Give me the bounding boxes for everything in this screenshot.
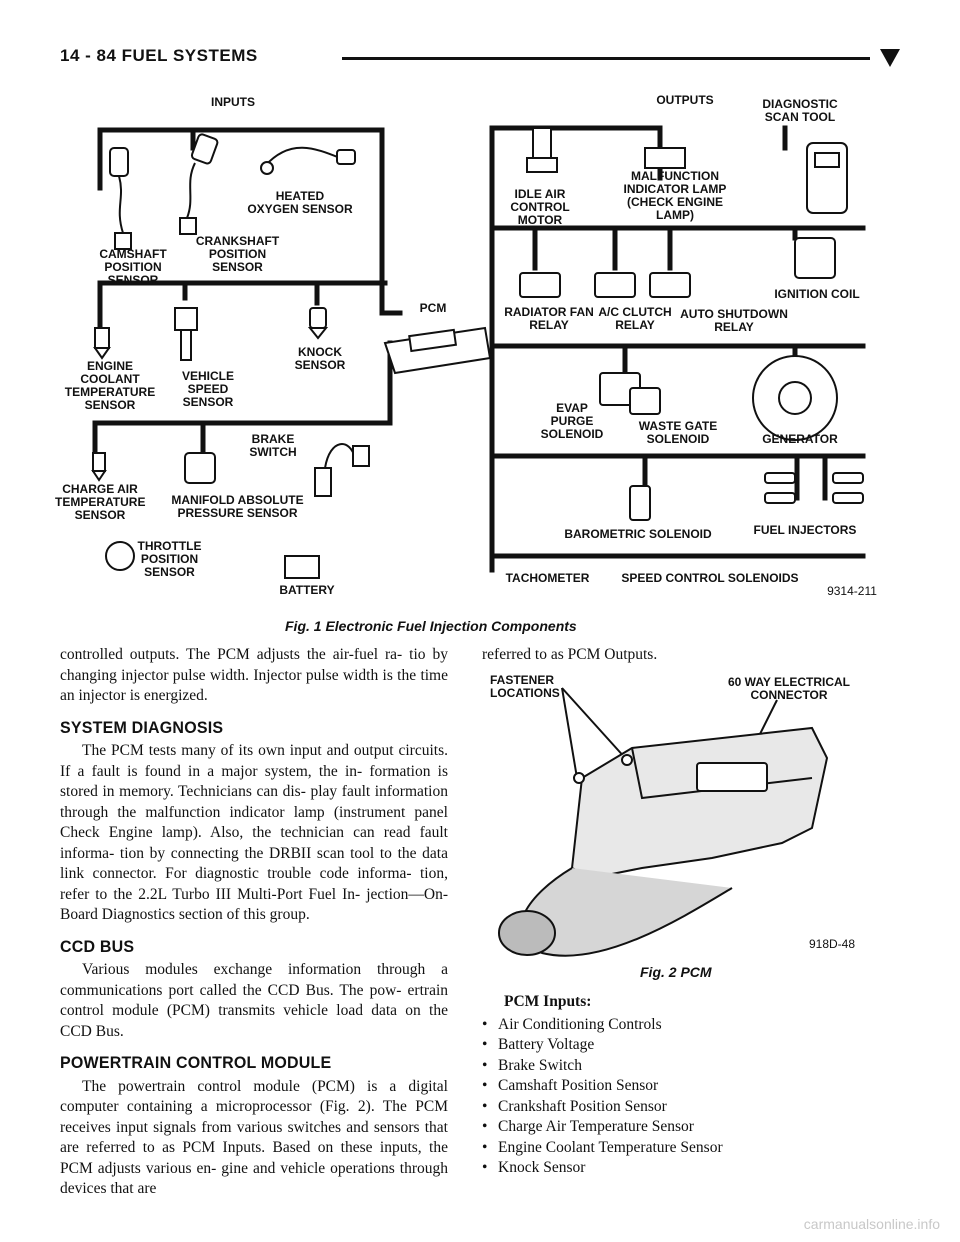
label-iac: IDLE AIR CONTROL MOTOR xyxy=(510,187,570,227)
label-tps: THROTTLE POSITION SENSOR xyxy=(137,539,202,579)
pcm-inputs-heading: PCM Inputs: xyxy=(504,993,592,1010)
label-camshaft: CAMSHAFT POSITION SENSOR xyxy=(99,247,167,287)
list-item: • Knock Sensor xyxy=(482,1158,902,1179)
label-wastegate: WASTE GATE SOLENOID xyxy=(638,419,718,446)
figure-efi-components xyxy=(55,88,905,634)
label-ect: ENGINE COOLANT TEMPERATURE SENSOR xyxy=(64,359,156,412)
label-oxygen-sensor: HEATED OXYGEN SENSOR xyxy=(247,189,353,216)
label-asd: AUTO SHUTDOWN RELAY xyxy=(680,307,788,334)
label-pcm: PCM xyxy=(419,301,447,315)
continued-paragraph: referred to as PCM Outputs. xyxy=(482,646,658,663)
watermark: carmanualsonline.info xyxy=(803,1216,940,1232)
label-charge-air: CHARGE AIR TEMPERATURE SENSOR xyxy=(55,482,146,522)
label-speed-control: SPEED CONTROL SOLENOIDS xyxy=(621,571,799,585)
list-item: • Crankshaft Position Sensor xyxy=(482,1097,902,1118)
pcm-illustration xyxy=(482,668,902,968)
outputs-title: OUTPUTS xyxy=(656,93,714,107)
heading-pcm: POWERTRAIN CONTROL MODULE xyxy=(60,1054,332,1073)
pcm-paragraph: The powertrain control module (PCM) is a digital computer containing a microprocessor (Fig. 2). The PCM receives input signals from various switches and sensors that are referred to as PCM Inputs. Based on these inputs, the PCM adjusts various en- gine and vehicle operations through devices that are xyxy=(60,1077,448,1197)
label-crankshaft: CRANKSHAFT POSITION SENSOR xyxy=(195,234,280,274)
label-ignition-coil: IGNITION COIL xyxy=(774,287,860,301)
right-column xyxy=(482,645,902,666)
figure1-caption: Fig. 1 Electronic Fuel Injection Components xyxy=(285,618,577,634)
label-brake-switch: BRAKE SWITCH xyxy=(249,432,297,459)
page-number-section: 14 - 84 FUEL SYSTEMS xyxy=(60,46,258,65)
label-mil: MALFUNCTION INDICATOR LAMP (CHECK ENGINE LAMP) xyxy=(623,169,727,222)
label-ac-clutch: A/C CLUTCH RELAY xyxy=(598,305,672,332)
label-map: MANIFOLD ABSOLUTE PRESSURE SENSOR xyxy=(171,493,304,520)
ccd-bus-paragraph: Various modules exchange information through a communications port called the CCD Bus. The pow- ertrain control module (PCM) transmits vehicle load data on the CCD Bus. xyxy=(60,961,448,1040)
label-radiator-fan: RADIATOR FAN RELAY xyxy=(504,305,594,332)
figure2-id: 918D-48 xyxy=(808,937,856,951)
label-evap: EVAP PURGE SOLENOID xyxy=(540,401,604,441)
intro-paragraph: controlled outputs. The PCM adjusts the air-fuel ra- tio by changing injector pulse width. Injector pulse width is the time an injector is energized. xyxy=(60,646,448,704)
figure-pcm xyxy=(482,668,902,968)
list-item: • Engine Coolant Temperature Sensor xyxy=(482,1138,902,1159)
list-item: • Charge Air Temperature Sensor xyxy=(482,1117,902,1138)
list-item: • Brake Switch xyxy=(482,1056,902,1077)
list-item: • Battery Voltage xyxy=(482,1035,902,1056)
label-scan-tool: DIAGNOSTIC SCAN TOOL xyxy=(762,97,838,124)
list-item: • Air Conditioning Controls xyxy=(482,1015,902,1036)
page-header xyxy=(60,46,900,72)
label-vss: VEHICLE SPEED SENSOR xyxy=(181,369,234,409)
pcm-inputs-section xyxy=(482,984,902,1179)
list-item: • Camshaft Position Sensor xyxy=(482,1076,902,1097)
inputs-title: INPUTS xyxy=(210,95,255,109)
heading-ccd-bus: CCD BUS xyxy=(60,938,135,956)
label-generator: GENERATOR xyxy=(762,432,838,446)
pcm-inputs-list xyxy=(482,1015,902,1179)
figure1-id: 9314-211 xyxy=(827,584,877,598)
label-60-way-connector: 60 WAY ELECTRICAL CONNECTOR xyxy=(727,675,851,702)
label-knock: KNOCK SENSOR xyxy=(294,345,346,372)
header-rule xyxy=(342,57,870,60)
label-battery: BATTERY xyxy=(279,583,335,597)
figure2-caption: Fig. 2 PCM xyxy=(640,964,712,980)
label-barometric: BAROMETRIC SOLENOID xyxy=(564,527,712,541)
system-diagnosis-paragraph: The PCM tests many of its own input and output circuits. If a fault is found in a major system, the in- formation is stored in memory. Technicians can dis- play fault information through the malfunction indicator lamp (instrument panel Check Engine lamp). Also, the technician can read fault informa- tion by connecting the DRBII scan tool to the data link connector. For diagnostic trouble code informa- tion, refer to the 2.2L Turbo III Multi-Port Fuel In- jection—On-Board Diagnostics section of this group. xyxy=(60,742,448,923)
label-injectors: FUEL INJECTORS xyxy=(753,523,857,537)
triangle-icon xyxy=(880,49,900,67)
heading-system-diagnosis: SYSTEM DIAGNOSIS xyxy=(60,719,224,737)
left-column xyxy=(60,645,448,1200)
label-fastener-locations: FASTENER LOCATIONS xyxy=(490,673,560,700)
label-tachometer: TACHOMETER xyxy=(505,571,590,585)
